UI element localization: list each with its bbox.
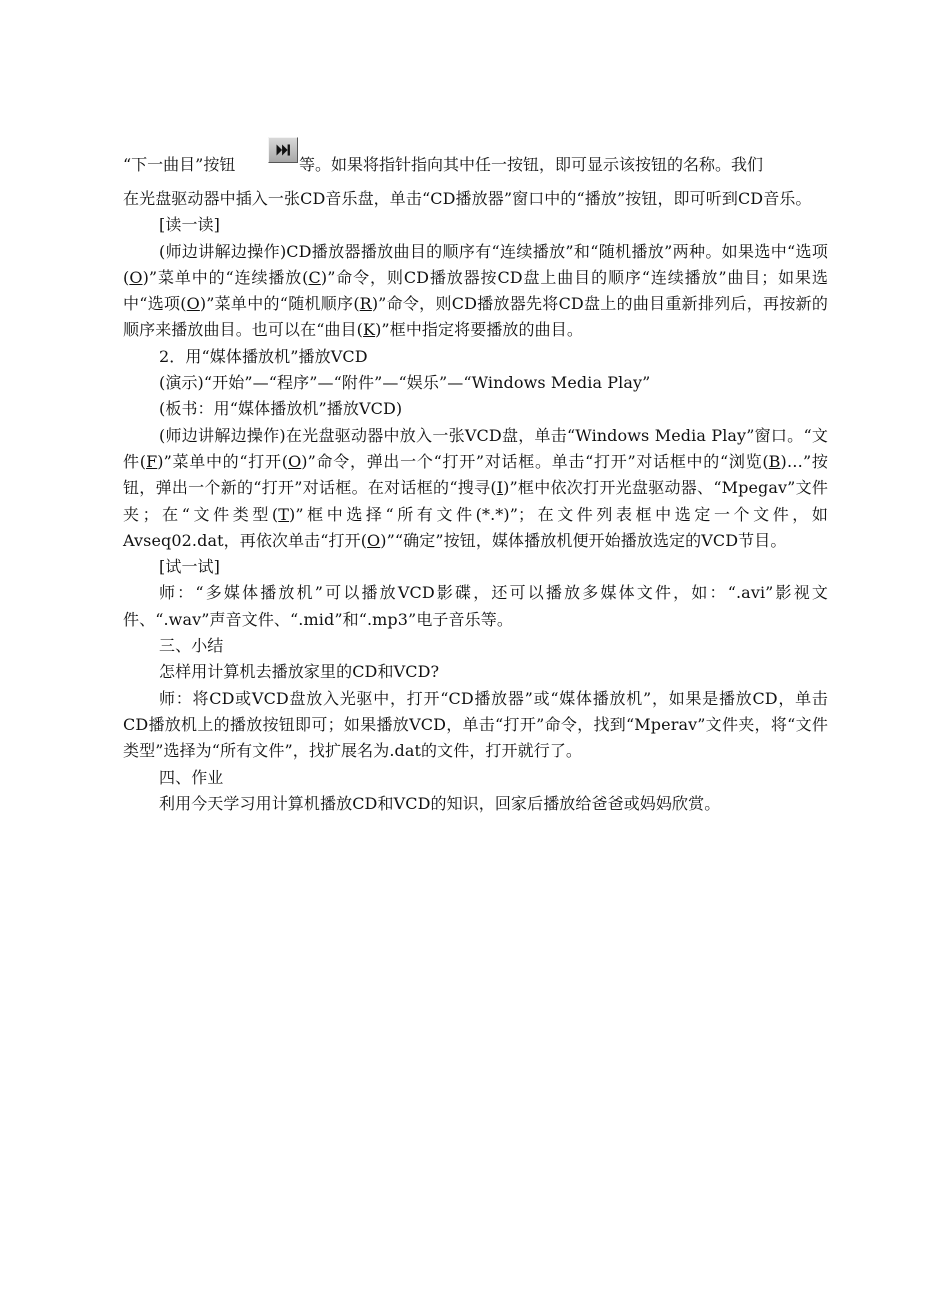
summary-answer: 师：将CD或VCD盘放入光驱中，打开“CD播放器”或“媒体播放机”，如果是播放CD，单击CD播放机上的播放按钮即可；如果播放VCD，单击“打开”命令，找到“Mperav”文件夹，将“文件类型”选择为“所有文件”，找扩展名为.dat的文件，打开就行了。 bbox=[123, 688, 828, 761]
hotkey-o: O bbox=[288, 451, 302, 471]
hotkey-t: T bbox=[278, 504, 290, 524]
hotkey-i: I bbox=[496, 478, 504, 498]
try-heading: [试一试] bbox=[159, 557, 220, 577]
vcd-board: (板书：用“媒体播放机”播放VCD) bbox=[159, 399, 403, 419]
homework-heading: 四、作业 bbox=[159, 767, 224, 787]
vcd-demo: (演示)“开始”—“程序”—“附件”—“娱乐”—“Windows Media Play” bbox=[159, 373, 651, 393]
read-paragraph: (师边讲解边操作)CD播放器播放曲目的顺序有“连续播放”和“随机播放”两种。如果选中“选项(O)”菜单中的“连续播放(C)”命令，则CD播放器按CD盘上曲目的顺序“连续播放”曲目；如果选中“选项(O)”菜单中的“随机顺序(R)”命令，则CD播放器先将CD盘上的曲目重新排列后，再按新的顺序来播放曲目。也可以在“曲目(K)”框中指定将要播放的曲目。 bbox=[123, 241, 828, 340]
try-paragraph: 师：“多媒体播放机”可以播放VCD影碟，还可以播放多媒体文件，如：“.avi”影视文件、“.wav”声音文件、“.mid”和“.mp3”电子音乐等。 bbox=[123, 583, 828, 629]
hotkey-c: C bbox=[308, 267, 321, 287]
intro-first-line bbox=[123, 137, 828, 179]
read-heading: [读一读] bbox=[159, 215, 220, 235]
hotkey-b: B bbox=[768, 451, 781, 471]
hotkey-k: K bbox=[363, 320, 376, 340]
homework-paragraph: 利用今天学习用计算机播放CD和VCD的知识，回家后播放给爸爸或妈妈欣赏。 bbox=[159, 793, 721, 813]
hotkey-f: F bbox=[146, 451, 158, 471]
intro-continuation: 在光盘驱动器中插入一张CD音乐盘，单击“CD播放器”窗口中的“播放”按钮，即可听到CD音乐。 bbox=[123, 189, 812, 208]
main-text bbox=[123, 186, 828, 817]
hotkey-o: O bbox=[186, 294, 200, 314]
vcd-heading: 2．用“媒体播放机”播放VCD bbox=[159, 346, 368, 366]
intro-before-icon: “下一曲目”按钮 bbox=[123, 155, 236, 174]
hotkey-o: O bbox=[367, 530, 381, 550]
hotkey-r: R bbox=[359, 294, 372, 314]
hotkey-o: O bbox=[129, 267, 143, 287]
summary-heading: 三、小结 bbox=[159, 636, 224, 656]
vcd-paragraph: (师边讲解边操作)在光盘驱动器中放入一张VCD盘，单击“Windows Media Play”窗口。“文件(F)”菜单中的“打开(O)”命令，弹出一个“打开”对话框。单击“打开”对话框中的“浏览(B)…”按钮，弹出一个新的“打开”对话框。在对话框的“搜寻(I)”框中依次打开光盘驱动器、“Mpegav”文件夹；在“文件类型(T)”框中选择“所有文件(*.*)”；在文件列表框中选定一个文件，如Avseq02.dat，再依次单击“打开(O)”“确定”按钮，媒体播放机便开始播放选定的VCD节目。 bbox=[123, 425, 828, 550]
next-track-icon bbox=[268, 137, 298, 163]
intro-after-icon: 等。如果将指针指向其中任一按钮，即可显示该按钮的名称。我们 bbox=[299, 155, 764, 174]
summary-question: 怎样用计算机去播放家里的CD和VCD? bbox=[159, 662, 440, 682]
